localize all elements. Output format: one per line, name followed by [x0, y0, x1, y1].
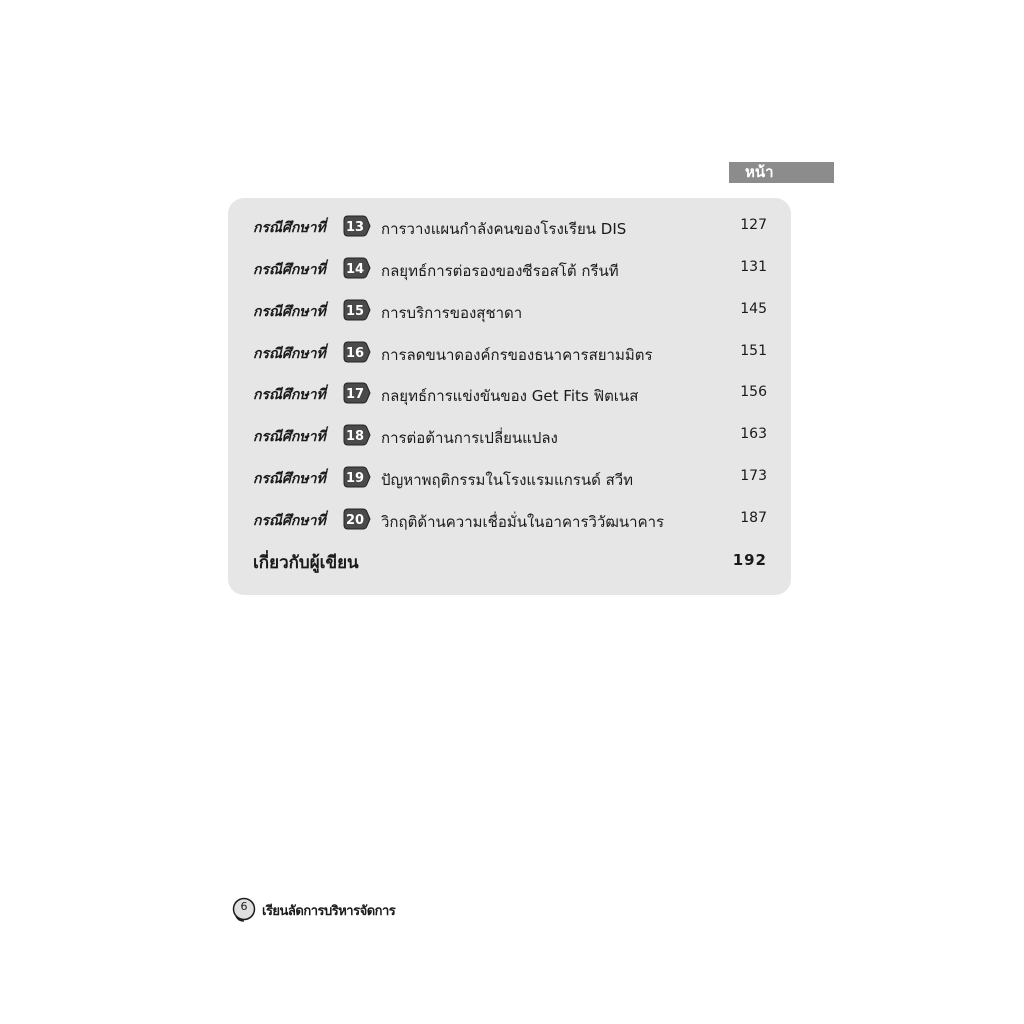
case-study-title: การต่อต้านการเปลี่ยนแปลง — [381, 429, 558, 447]
case-study-label: กรณีศึกษาที่ — [253, 262, 326, 278]
page-number: 151 — [740, 343, 767, 359]
case-study-title: การวางแผนกำลังคนของโรงเรียน DIS — [381, 220, 627, 238]
case-study-title: ปัญหาพฤติกรรมในโรงแรมแกรนด์ สวีท — [381, 471, 634, 489]
case-study-label: กรณีศึกษาที่ — [253, 304, 326, 320]
page-number: 131 — [740, 259, 767, 275]
case-study-label: กรณีศึกษาที่ — [253, 513, 326, 529]
about-author-link[interactable]: เกี่ยวกับผู้เขียน — [253, 553, 359, 573]
toc-entry-case-13[interactable] — [228, 213, 791, 243]
table-of-contents-panel — [228, 198, 791, 595]
toc-entry-case-20[interactable] — [228, 506, 791, 536]
footer-book-title: เรียนลัดการบริหารจัดการ — [262, 904, 396, 919]
case-number-badge-icon — [343, 215, 371, 237]
case-study-title: กลยุทธ์การต่อรองของซีรอสโต้ กรีนที — [381, 262, 619, 280]
case-number: 17 — [345, 387, 365, 402]
case-study-label: กรณีศึกษาที่ — [253, 471, 326, 487]
toc-entry-case-16[interactable] — [228, 339, 791, 369]
case-number-badge-icon — [343, 382, 371, 404]
footer-page-number: 6 — [240, 900, 248, 913]
case-study-label: กรณีศึกษาที่ — [253, 387, 326, 403]
page-column-header: หน้า — [729, 162, 834, 183]
case-number: 13 — [345, 220, 365, 235]
case-study-title: กลยุทธ์การแข่งขันของ Get Fits ฟิตเนส — [381, 387, 639, 405]
case-study-label: กรณีศึกษาที่ — [253, 429, 326, 445]
case-number-badge-icon — [343, 257, 371, 279]
toc-entry-case-17[interactable] — [228, 380, 791, 410]
case-number: 14 — [345, 262, 365, 277]
case-study-title: การบริการของสุชาดา — [381, 304, 523, 322]
case-number: 19 — [345, 471, 365, 486]
toc-entry-case-18[interactable] — [228, 422, 791, 452]
toc-entry-case-14[interactable] — [228, 255, 791, 285]
case-number: 20 — [345, 513, 365, 528]
case-number-badge-icon — [343, 508, 371, 530]
page-number: 173 — [740, 468, 767, 484]
toc-entry-case-15[interactable] — [228, 297, 791, 327]
case-study-label: กรณีศึกษาที่ — [253, 220, 326, 236]
page-number: 127 — [740, 217, 767, 233]
case-number-badge-icon — [343, 299, 371, 321]
case-study-title: วิกฤติด้านความเชื่อมั่นในอาคารวิวัฒนาคาร — [381, 513, 665, 531]
case-number-badge-icon — [343, 424, 371, 446]
page-number: 145 — [740, 301, 767, 317]
toc-entry-case-19[interactable] — [228, 464, 791, 494]
case-number: 15 — [345, 304, 365, 319]
case-study-label: กรณีศึกษาที่ — [253, 346, 326, 362]
page-number: 163 — [740, 426, 767, 442]
case-number: 18 — [345, 429, 365, 444]
case-study-title: การลดขนาดองค์กรของธนาคารสยามมิตร — [381, 346, 653, 364]
about-author-page-number: 192 — [732, 551, 767, 569]
case-number-badge-icon — [343, 466, 371, 488]
page-number: 156 — [740, 384, 767, 400]
page-number: 187 — [740, 510, 767, 526]
case-number-badge-icon — [343, 341, 371, 363]
case-number: 16 — [345, 346, 365, 361]
